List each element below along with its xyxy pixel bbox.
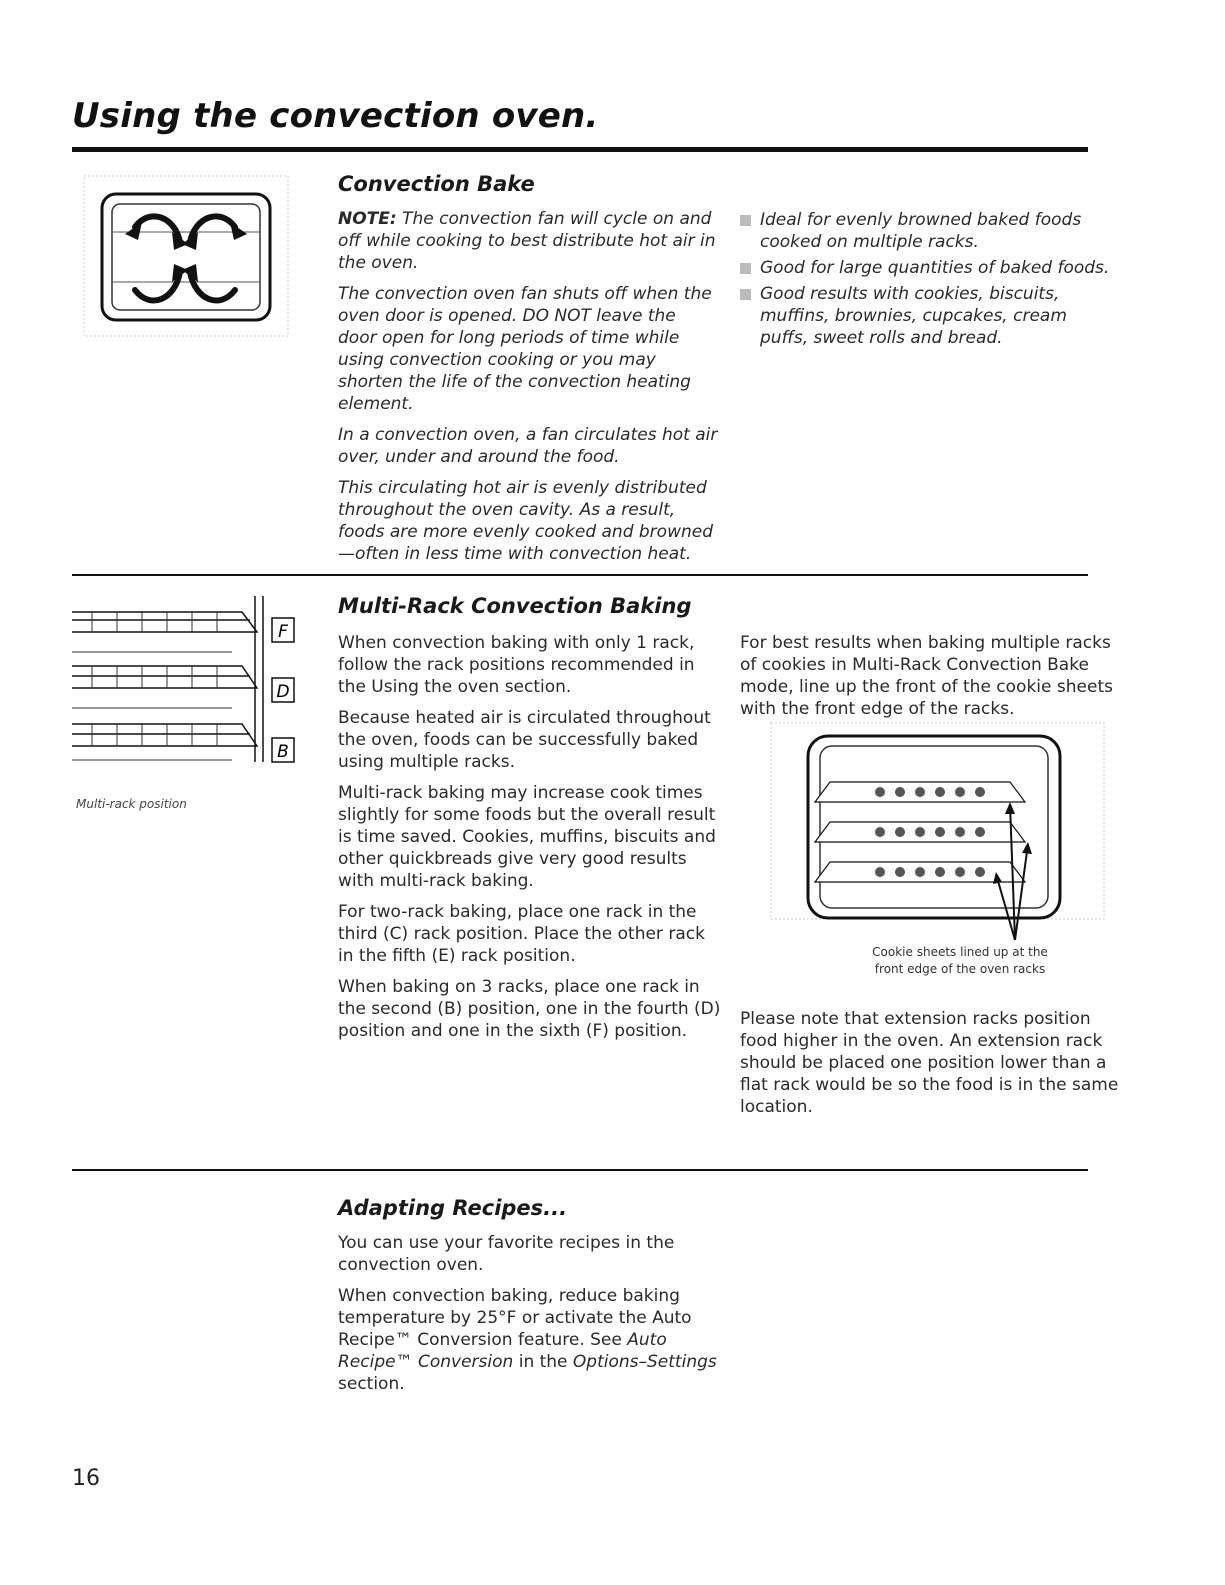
adapting-recipes-heading: Adapting Recipes... bbox=[338, 1196, 568, 1220]
note-label: NOTE: bbox=[338, 209, 397, 229]
in-the-text: in the bbox=[513, 1352, 573, 1372]
list-item: Good results with cookies, biscuits, muffins, brownies, cupcakes, cream puffs, sweet rolls and bread. bbox=[740, 283, 1120, 349]
section-divider bbox=[72, 574, 1088, 576]
favorite-recipes-paragraph: You can use your favorite recipes in the convection oven. bbox=[338, 1233, 675, 1275]
auto-recipe-reference: Auto Recipe™ Conversion bbox=[338, 1330, 667, 1372]
cook-times-paragraph: Multi-rack baking may increase cook times slightly for some foods but the overall result is time saved. Cookies, muffins, biscuits and other quickbreads give very good results with multi-rack baking. bbox=[338, 783, 716, 891]
multi-rack-left-text bbox=[338, 632, 723, 1051]
caption-line-1: Cookie sheets lined up at the bbox=[872, 945, 1048, 959]
best-results-paragraph: For best results when baking multiple racks of cookies in Multi-Rack Convection Bake mode, line up the front of the cookie sheets with the front edge of the racks. bbox=[740, 633, 1113, 719]
page-title: Using the convection oven. bbox=[72, 96, 599, 136]
heated-air-paragraph: Because heated air is circulated throughout the oven, foods can be successfully baked using multiple racks. bbox=[338, 708, 711, 772]
convection-bake-heading: Convection Bake bbox=[338, 172, 535, 196]
two-rack-paragraph: For two-rack baking, place one rack in the third (C) rack position. Place the other rack in the fifth (E) rack position. bbox=[338, 902, 705, 966]
multi-rack-illustration bbox=[72, 592, 312, 792]
note-text: The convection fan will cycle on and off while cooking to best distribute hot air in the oven. bbox=[338, 209, 716, 273]
single-rack-paragraph: When convection baking with only 1 rack, follow the rack positions recommended in the Using the oven section. bbox=[338, 633, 695, 697]
page-number: 16 bbox=[72, 1466, 100, 1491]
distribution-paragraph: This circulating hot air is evenly distributed throughout the oven cavity. As a result, foods are more evenly cooked and browned—often in less time with convection heat. bbox=[338, 478, 714, 564]
adapting-recipes-text bbox=[338, 1232, 718, 1404]
list-item: Good for large quantities of baked foods. bbox=[740, 257, 1120, 279]
rack-label-b: B bbox=[277, 742, 289, 762]
section-text: section. bbox=[338, 1374, 405, 1394]
extension-racks-text bbox=[740, 1008, 1120, 1127]
options-settings-reference: Options–Settings bbox=[572, 1352, 717, 1372]
rack-label-d: D bbox=[276, 682, 290, 702]
extension-racks-paragraph: Please note that extension racks position food higher in the oven. An extension rack should be placed one position lower than a flat rack would be so the food is in the same location. bbox=[740, 1009, 1119, 1117]
fan-shutoff-paragraph: The convection oven fan shuts off when the oven door is opened. DO NOT leave the door open for long periods of time while using convection cooking or you may shorten the life of the convection heating element. bbox=[338, 284, 712, 414]
multi-rack-heading: Multi-Rack Convection Baking bbox=[338, 594, 692, 618]
reduce-temperature-text: When convection baking, reduce baking temperature by 25°F or activate the Auto Recipe™ Conversion feature. See bbox=[338, 1286, 692, 1350]
three-rack-paragraph: When baking on 3 racks, place one rack in the second (B) position, one in the fourth (D) position and one in the sixth (F) position. bbox=[338, 977, 721, 1041]
multi-rack-right-text bbox=[740, 632, 1120, 729]
convection-bake-benefits bbox=[740, 209, 1120, 353]
convection-fan-illustration bbox=[80, 172, 292, 340]
convection-bake-text bbox=[338, 208, 718, 574]
rack-label-f: F bbox=[278, 622, 288, 642]
cookie-sheets-caption bbox=[840, 944, 1080, 978]
list-item: Ideal for evenly browned baked foods cooked on multiple racks. bbox=[740, 209, 1120, 253]
note-paragraph bbox=[338, 208, 718, 274]
section-divider bbox=[72, 1169, 1088, 1171]
circulation-paragraph: In a convection oven, a fan circulates hot air over, under and around the food. bbox=[338, 425, 718, 467]
multi-rack-caption: Multi-rack position bbox=[76, 797, 187, 811]
reduce-temperature-paragraph bbox=[338, 1285, 718, 1395]
caption-line-2: front edge of the oven racks bbox=[874, 962, 1046, 976]
title-rule bbox=[72, 147, 1088, 152]
cookie-sheets-illustration bbox=[770, 722, 1105, 942]
